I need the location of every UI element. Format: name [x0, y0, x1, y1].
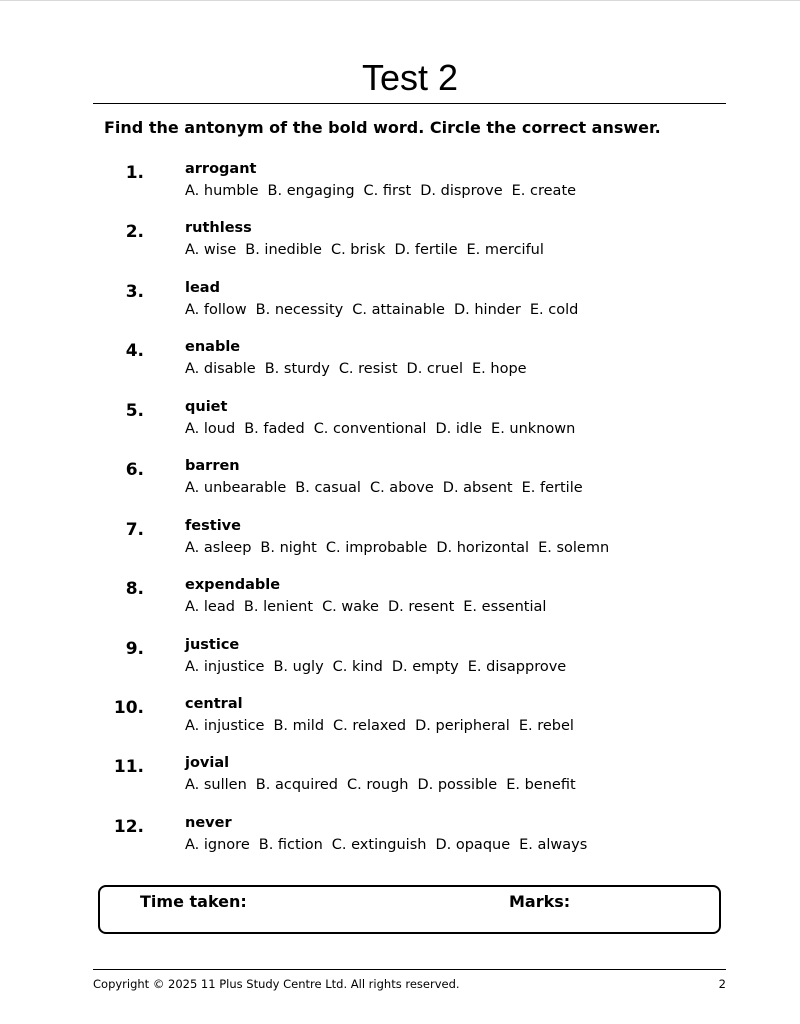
question-number: 4.: [125, 341, 144, 362]
answer-options: [185, 597, 555, 617]
question-number: 5.: [125, 400, 144, 421]
answer-options: [185, 716, 583, 736]
question-word: lead: [185, 279, 220, 296]
question-item: [0, 813, 800, 872]
question-word: justice: [185, 636, 240, 653]
question-number: 2.: [125, 222, 144, 243]
page-top-edge: [0, 0, 800, 1]
answer-option[interactable]: C. extinguish: [331, 836, 427, 853]
answer-option[interactable]: D. horizontal: [436, 539, 530, 556]
answer-option[interactable]: E. rebel: [518, 717, 574, 734]
answer-option[interactable]: D. hinder: [453, 301, 521, 318]
answer-option[interactable]: D. absent: [442, 480, 513, 497]
answer-options: [185, 300, 587, 320]
question-word: enable: [185, 339, 241, 356]
answer-option[interactable]: E. disapprove: [467, 658, 567, 675]
answer-option[interactable]: E. always: [519, 836, 588, 853]
answer-options: [185, 835, 596, 855]
answer-option[interactable]: A. injustice: [185, 717, 265, 734]
question-word: central: [185, 695, 243, 712]
answer-options: [185, 775, 585, 795]
footer-divider: [93, 969, 726, 970]
answer-option[interactable]: E. merciful: [466, 242, 544, 259]
answer-options: [185, 538, 618, 558]
question-number: 3.: [125, 281, 144, 302]
answer-option[interactable]: B. lenient: [243, 599, 314, 616]
answer-option[interactable]: A. sullen: [185, 777, 247, 794]
instruction-text: Find the antonym of the bold word. Circle the correct answer.: [104, 118, 661, 137]
answer-option[interactable]: D. empty: [391, 658, 459, 675]
answer-options: [185, 359, 536, 379]
question-number: 7.: [125, 519, 144, 540]
answer-option[interactable]: B. faded: [244, 420, 305, 437]
question-item: [0, 753, 800, 812]
answer-option[interactable]: E. essential: [463, 599, 547, 616]
answer-option[interactable]: C. attainable: [352, 301, 445, 318]
answer-option[interactable]: B. mild: [273, 717, 325, 734]
answer-option[interactable]: A. wise: [185, 242, 237, 259]
question-item: [0, 337, 800, 396]
answer-option[interactable]: B. acquired: [255, 777, 339, 794]
question-item: [0, 397, 800, 456]
question-word: arrogant: [185, 161, 257, 177]
answer-options: [185, 181, 585, 201]
answer-option[interactable]: A. loud: [185, 420, 236, 437]
answer-option[interactable]: B. inedible: [245, 242, 322, 259]
question-word: quiet: [185, 398, 228, 415]
answer-option[interactable]: D. resent: [387, 599, 455, 616]
question-list: [0, 159, 800, 872]
answer-option[interactable]: C. kind: [332, 658, 383, 675]
question-number: 1.: [125, 163, 144, 183]
question-word: barren: [185, 458, 240, 475]
answer-option[interactable]: C. improbable: [325, 539, 428, 556]
question-word: ruthless: [185, 220, 252, 237]
answer-option[interactable]: E. fertile: [521, 480, 583, 497]
question-number: 9.: [125, 638, 144, 659]
answer-option[interactable]: E. benefit: [506, 777, 576, 794]
answer-options: [185, 478, 592, 498]
answer-option[interactable]: A. lead: [185, 599, 235, 616]
question-word: expendable: [185, 577, 281, 594]
answer-option[interactable]: E. hope: [472, 361, 527, 378]
answer-options: [185, 419, 584, 439]
answer-option[interactable]: C. brisk: [330, 242, 386, 259]
question-word: jovial: [185, 755, 230, 772]
question-number: 12.: [113, 816, 144, 837]
answer-option[interactable]: D. idle: [435, 420, 483, 437]
answer-option[interactable]: E. cold: [529, 301, 579, 318]
answer-option[interactable]: D. disprove: [420, 183, 503, 199]
answer-option[interactable]: C. wake: [322, 599, 379, 616]
answer-option[interactable]: C. conventional: [313, 420, 427, 437]
question-item: [0, 218, 800, 277]
answer-option[interactable]: B. engaging: [267, 183, 355, 199]
answer-option[interactable]: C. first: [363, 183, 412, 199]
answer-option[interactable]: A. humble: [185, 183, 259, 199]
marks-label: Marks:: [509, 892, 571, 911]
answer-options: [185, 240, 553, 260]
page-number: 2: [718, 977, 726, 991]
question-number: 8.: [125, 579, 144, 600]
question-item: [0, 635, 800, 694]
answer-option[interactable]: B. night: [260, 539, 317, 556]
answer-option[interactable]: C. resist: [338, 361, 398, 378]
answer-options: [185, 657, 575, 677]
score-box: [98, 885, 721, 934]
answer-option[interactable]: E. unknown: [491, 420, 576, 437]
answer-option[interactable]: A. unbearable: [185, 480, 287, 497]
answer-option[interactable]: B. necessity: [255, 301, 344, 318]
question-item: [0, 694, 800, 753]
question-item: [0, 159, 800, 218]
question-word: never: [185, 814, 232, 831]
answer-option[interactable]: A. ignore: [185, 836, 250, 853]
answer-option[interactable]: A. follow: [185, 301, 247, 318]
answer-option[interactable]: A. disable: [185, 361, 256, 378]
question-item: [0, 575, 800, 634]
answer-option[interactable]: E. solemn: [538, 539, 610, 556]
answer-option[interactable]: D. peripheral: [415, 717, 510, 734]
answer-option[interactable]: A. injustice: [185, 658, 265, 675]
question-number: 6.: [125, 460, 144, 481]
answer-option[interactable]: B. sturdy: [264, 361, 330, 378]
question-number: 11.: [113, 757, 144, 778]
answer-option[interactable]: B. casual: [295, 480, 361, 497]
answer-option[interactable]: D. fertile: [394, 242, 458, 259]
answer-option[interactable]: C. above: [369, 480, 434, 497]
answer-option[interactable]: C. relaxed: [333, 717, 407, 734]
question-item: [0, 278, 800, 337]
page-title: Test 2: [361, 57, 459, 98]
question-item: [0, 516, 800, 575]
answer-option[interactable]: E. create: [511, 183, 577, 199]
time-taken-label: Time taken:: [140, 892, 247, 911]
answer-option[interactable]: C. rough: [347, 777, 409, 794]
question-word: festive: [185, 517, 241, 534]
answer-option[interactable]: B. fiction: [258, 836, 323, 853]
answer-option[interactable]: D. possible: [417, 777, 498, 794]
answer-option[interactable]: B. ugly: [273, 658, 324, 675]
question-item: [0, 456, 800, 515]
copyright-text: Copyright © 2025 11 Plus Study Centre Ltd. All rights reserved.: [93, 977, 460, 991]
answer-option[interactable]: A. asleep: [185, 539, 252, 556]
question-number: 10.: [113, 697, 144, 718]
title-divider: [93, 103, 726, 104]
answer-option[interactable]: D. opaque: [435, 836, 511, 853]
answer-option[interactable]: D. cruel: [406, 361, 464, 378]
